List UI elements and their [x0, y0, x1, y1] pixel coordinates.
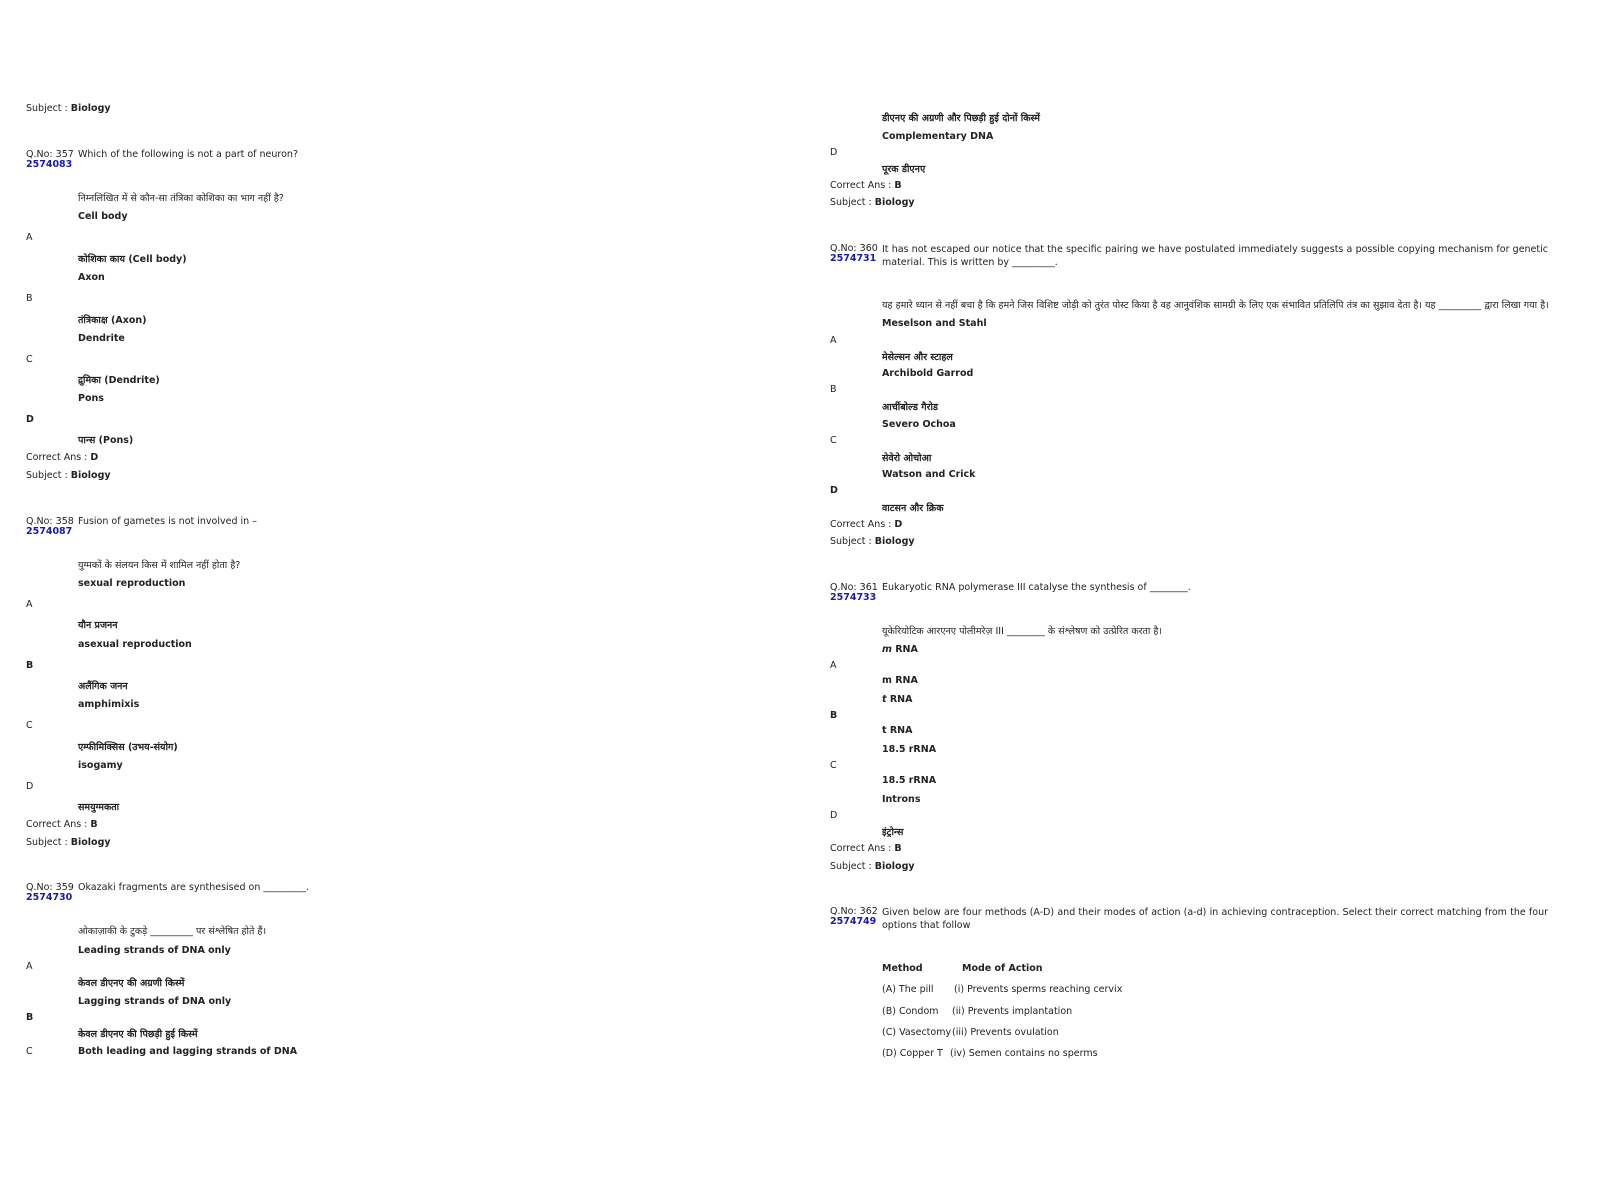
correct-value: B — [894, 180, 902, 191]
subject-line — [830, 536, 915, 547]
question-text-hi: निम्नलिखित में से कौन-सा तंत्रिका कोशिका का भाग नहीं है? — [78, 193, 284, 204]
question-text-en: It has not escaped our notice that the specific pairing we have postulated immediately suggests a possible copying mechanism for genetic material. This is written by _________. — [882, 244, 1548, 268]
subject-label: Subject : — [26, 103, 68, 114]
option-hi: अलैंगिक जनन — [78, 681, 128, 692]
option-hi: द्रुमिका (Dendrite) — [78, 375, 160, 386]
subject-line — [26, 103, 111, 114]
qno-prefix: Q.No: — [830, 906, 857, 917]
correct-value: B — [90, 819, 98, 830]
option-en: Archibold Garrod — [882, 368, 974, 379]
option-letter: D — [830, 810, 838, 821]
option-hi: सेवेरो ओचोआ — [882, 453, 932, 464]
correct-answer — [26, 452, 98, 463]
option-hi: यौन प्रजनन — [78, 620, 118, 631]
correct-answer — [830, 843, 902, 854]
qno-value: 357 — [55, 149, 74, 160]
correct-label: Correct Ans : — [26, 819, 88, 830]
option-hi: केवल डीएनए की अग्रणी किस्में — [78, 978, 185, 989]
option-en: Leading strands of DNA only — [78, 945, 231, 956]
option-en: Complementary DNA — [882, 131, 994, 142]
correct-answer — [830, 180, 902, 191]
option-letter: B — [830, 384, 837, 395]
option-hi: पूरक डीएनए — [882, 164, 926, 175]
subject-value: Biology — [70, 837, 111, 848]
question-text-en: Fusion of gametes is not involved in – — [78, 516, 257, 527]
correct-value: D — [894, 519, 903, 530]
table-header-method: Method — [882, 963, 923, 974]
option-en: amphimixis — [78, 699, 140, 710]
option-en: Introns — [882, 794, 921, 805]
option-letter: A — [26, 232, 33, 243]
question-id: 2574730 — [26, 892, 73, 903]
option-hi: कोशिका काय (Cell body) — [78, 254, 187, 265]
option-letter: C — [26, 1046, 33, 1057]
qno-value: 359 — [55, 882, 74, 893]
option-rest: RNA — [886, 694, 913, 705]
option-en — [882, 644, 918, 655]
question-text-hi: युग्मकों के संलयन किस में शामिल नहीं होता है? — [78, 560, 241, 571]
question-text-en: Okazaki fragments are synthesised on _________. — [78, 882, 310, 893]
correct-label: Correct Ans : — [26, 452, 88, 463]
option-letter: D — [26, 781, 34, 792]
table-cell-method: (A) The pill — [882, 984, 934, 995]
option-letter: C — [830, 760, 837, 771]
option-en: Meselson and Stahl — [882, 318, 987, 329]
option-letter: B — [26, 1012, 34, 1023]
option-letter: B — [26, 293, 33, 304]
table-cell-mode: (iii) Prevents ovulation — [952, 1027, 1059, 1038]
option-hi: तंत्रिकाक्ष (Axon) — [78, 315, 147, 326]
option-letter: D — [26, 414, 34, 425]
option-en: Pons — [78, 393, 104, 404]
subject-label: Subject : — [830, 197, 872, 208]
subject-label: Subject : — [830, 861, 872, 872]
option-letter: B — [830, 710, 838, 721]
question-id: 2574087 — [26, 526, 73, 537]
option-letter: B — [26, 660, 34, 671]
subject-line — [830, 197, 915, 208]
option-italic: t — [882, 694, 887, 705]
option-letter: A — [26, 961, 33, 972]
option-en: Axon — [78, 272, 105, 283]
qno-prefix: Q.No: — [26, 516, 53, 527]
table-header-mode: Mode of Action — [962, 963, 1043, 974]
subject-value: Biology — [874, 197, 915, 208]
option-en: Both leading and lagging strands of DNA — [78, 1046, 298, 1057]
option-en: asexual reproduction — [78, 639, 192, 650]
option-en: Cell body — [78, 211, 128, 222]
qno-value: 358 — [55, 516, 74, 527]
question-text-en: Given below are four methods (A-D) and their modes of action (a-d) in achieving contraception. Select their correct matching from the four options that follow — [882, 907, 1548, 931]
option-letter: A — [830, 335, 837, 346]
option-en: isogamy — [78, 760, 123, 771]
option-hi: केवल डीएनए की पिछड़ी हुई किस्में — [78, 1029, 198, 1040]
option-hi: आर्चीबोल्ड गैरोड — [882, 402, 939, 413]
option-hi: m RNA — [882, 675, 918, 686]
qno-value: 360 — [859, 243, 878, 254]
table-cell-mode: (iv) Semen contains no sperms — [950, 1048, 1098, 1059]
subject-line — [26, 470, 111, 481]
question-text-hi: यह हमारे ध्यान से नहीं बचा है कि हमने जिस विशिष्ट जोड़ी को तुरंत पोस्ट किया है वह आनुवंशिक सामग्री के लिए एक संभावित प्रतिलिपि तंत्र का सुझाव देता है। यह _________ द्वारा लिखा गया है। — [882, 300, 1549, 311]
correct-label: Correct Ans : — [830, 843, 892, 854]
option-hi: वाटसन और क्रिक — [882, 503, 944, 514]
option-en: 18.5 rRNA — [882, 744, 937, 755]
correct-label: Correct Ans : — [830, 519, 892, 530]
option-hi: t RNA — [882, 725, 913, 736]
question-id: 2574731 — [830, 253, 877, 264]
qno-prefix: Q.No: — [26, 882, 53, 893]
question-text-hi: यूकेरियोटिक आरएनए पोलीमरेज़ III ________ के संश्लेषण को उत्प्रेरित करता है। — [882, 626, 1163, 637]
option-italic: m — [882, 644, 892, 655]
option-hi: एम्फीमिक्सिस (उभय-संयोग) — [78, 742, 178, 753]
subject-value: Biology — [70, 103, 111, 114]
option-en — [882, 694, 912, 705]
table-cell-method: (D) Copper T — [882, 1048, 943, 1059]
subject-label: Subject : — [26, 470, 68, 481]
option-hi: इंट्रोन्स — [882, 827, 904, 838]
question-text-en: Which of the following is not a part of neuron? — [78, 149, 298, 160]
option-hi: समयुग्मकता — [78, 802, 120, 813]
qno-value: 361 — [859, 582, 878, 593]
question-id: 2574749 — [830, 916, 877, 927]
correct-value: B — [894, 843, 902, 854]
question-id: 2574083 — [26, 159, 73, 170]
subject-label: Subject : — [830, 536, 872, 547]
option-letter: C — [26, 354, 33, 365]
subject-label: Subject : — [26, 837, 68, 848]
option-letter: C — [26, 720, 33, 731]
option-en: Watson and Crick — [882, 469, 976, 480]
option-rest: RNA — [891, 644, 918, 655]
table-cell-method: (C) Vasectomy — [882, 1027, 952, 1038]
qno-prefix: Q.No: — [830, 582, 857, 593]
option-letter: D — [830, 485, 838, 496]
correct-answer — [830, 519, 902, 530]
correct-value: D — [90, 452, 99, 463]
option-letter: C — [830, 435, 837, 446]
subject-value: Biology — [874, 536, 915, 547]
subject-line — [26, 837, 111, 848]
correct-answer — [26, 819, 98, 830]
option-letter: D — [830, 147, 838, 158]
subject-value: Biology — [70, 470, 111, 481]
option-en: Lagging strands of DNA only — [78, 996, 232, 1007]
option-en: sexual reproduction — [78, 578, 186, 589]
qno-value: 362 — [859, 906, 878, 917]
question-id: 2574733 — [830, 592, 877, 603]
correct-label: Correct Ans : — [830, 180, 892, 191]
option-en: Severo Ochoa — [882, 419, 956, 430]
option-hi: पान्स (Pons) — [78, 435, 134, 446]
option-letter: A — [26, 599, 33, 610]
subject-line — [830, 861, 915, 872]
option-hi: 18.5 rRNA — [882, 775, 937, 786]
option-hi: डीएनए की अग्रणी और पिछड़ी हुई दोनों किस्में — [882, 113, 1040, 124]
qno-prefix: Q.No: — [830, 243, 857, 254]
table-cell-mode: (i) Prevents sperms reaching cervix — [954, 984, 1123, 995]
subject-value: Biology — [874, 861, 915, 872]
qno-prefix: Q.No: — [26, 149, 53, 160]
question-text-en: Eukaryotic RNA polymerase III catalyse the synthesis of ________. — [882, 582, 1191, 593]
question-text-hi: ओकाज़ाकी के टुकड़े _________ पर संश्लेषित होते हैं। — [78, 926, 267, 937]
option-letter: A — [830, 660, 837, 671]
option-en: Dendrite — [78, 333, 125, 344]
option-hi: मेसेल्सन और स्टाहल — [882, 352, 953, 363]
table-cell-method: (B) Condom — [882, 1006, 939, 1017]
table-cell-mode: (ii) Prevents implantation — [952, 1006, 1073, 1017]
